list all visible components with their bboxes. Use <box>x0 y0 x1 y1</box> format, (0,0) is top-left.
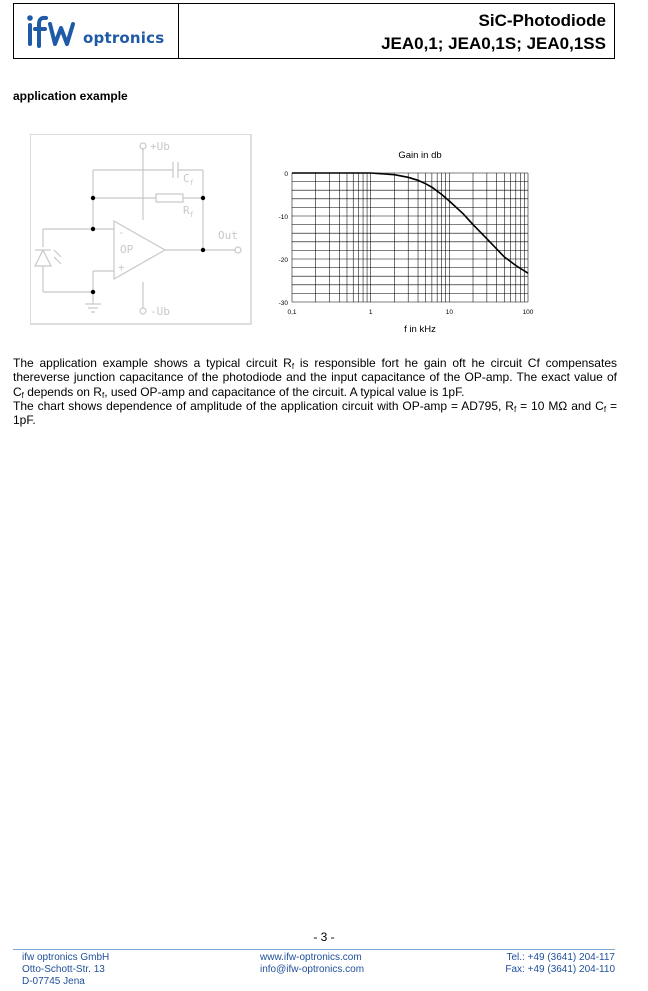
gain-series-line <box>292 173 528 273</box>
logo-text: optronics <box>83 29 165 47</box>
footer-city: D-07745 Jena <box>22 976 85 987</box>
company-logo <box>24 10 174 54</box>
page-number: - 3 - <box>313 930 335 944</box>
junction-dot <box>201 248 205 252</box>
header-divider <box>178 4 179 58</box>
cf-label: $C_f$ <box>183 172 194 187</box>
footer-company: ifw optronics GmbH <box>22 952 110 963</box>
noninverting-input-label: + <box>118 261 125 274</box>
op-label: OP <box>120 243 134 256</box>
chart-ticks <box>279 171 534 316</box>
footer-contact-web <box>260 952 364 976</box>
vplus-label: +Ub <box>150 140 170 153</box>
x-tick-label: 100 <box>522 309 534 316</box>
y-tick-label: -20 <box>278 257 288 264</box>
footer-email-link[interactable]: info@ifw-optronics.com <box>260 964 365 975</box>
junction-dot <box>91 290 95 294</box>
document-subtitle: JEA0,1; JEA0,1S; JEA0,1SS <box>381 34 606 53</box>
vminus-terminal <box>140 308 146 314</box>
ifw-logo-icon <box>24 10 82 54</box>
paragraph-1: The application example shows a typical circuit $R_f$ is responsible fort he gain oft he circuit Cf compensates thereverse junction capacitance of the photodiode and the input capacitance of the OP-amp. The exact value of $C_f$ depends on $R_f$, used OP-amp and capacitance of the circuit. A typical value is 1pF. <box>13 356 617 400</box>
chart-x-axis-label: f in kHz <box>404 324 436 335</box>
x-tick-label: 10 <box>445 309 453 316</box>
junction-dot <box>91 196 95 200</box>
x-tick-label: 0,1 <box>287 309 297 316</box>
document-title: SiC-Photodiode <box>478 11 606 30</box>
feedback-resistor <box>156 194 183 202</box>
footer-tel: Tel.: +49 (3641) 204-117 <box>506 952 615 963</box>
output-terminal <box>235 247 241 253</box>
inverting-input-label: - <box>118 226 125 239</box>
y-tick-label: 0 <box>284 171 288 178</box>
application-circuit-diagram <box>30 134 252 326</box>
paragraph-2: The chart shows dependence of amplitude of the application circuit with OP-amp = AD795, $R_f = 10$ MΩ and $C_f = 1pF$. <box>13 398 617 428</box>
description-text <box>13 356 617 427</box>
footer-fax: Fax: +49 (3641) 204-110 <box>505 964 615 975</box>
chart-grid <box>292 173 528 302</box>
junction-dot <box>91 227 95 231</box>
y-tick-label: -30 <box>278 300 288 307</box>
vminus-label: -Ub <box>150 305 170 318</box>
footer-street: Otto-Schott-Str. 13 <box>22 964 105 975</box>
x-tick-label: 1 <box>368 309 373 316</box>
chart-series <box>292 173 528 273</box>
output-label: Out <box>218 229 238 242</box>
footer-address <box>22 952 109 988</box>
footer-contact-phone <box>505 952 615 976</box>
junction-dot <box>201 196 205 200</box>
y-tick-label: -10 <box>278 214 288 221</box>
footer-website-link[interactable]: www.ifw-optronics.com <box>260 952 362 963</box>
gain-chart <box>272 145 548 340</box>
rf-label: $R_f$ <box>183 204 194 219</box>
header-box <box>13 3 615 59</box>
section-title: application example <box>13 89 128 103</box>
chart-title: Gain in db <box>398 150 442 161</box>
footer-divider <box>13 949 615 950</box>
photodiode-symbol <box>35 250 51 266</box>
